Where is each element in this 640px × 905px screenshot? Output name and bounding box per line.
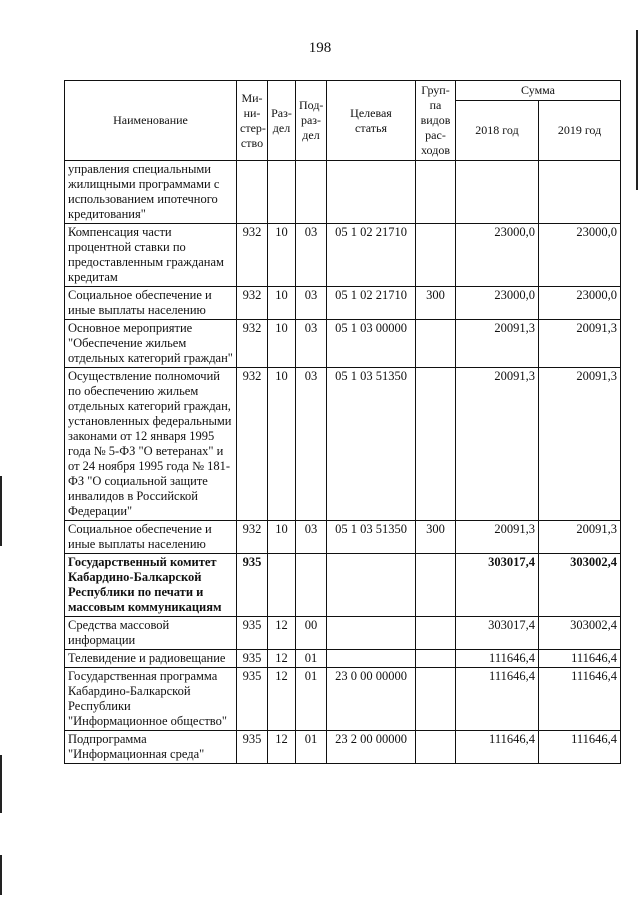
row-target — [327, 161, 416, 224]
row-subsection: 01 — [296, 650, 327, 668]
row-name: Социальное обеспечение и иные выплаты населению — [65, 521, 237, 554]
header-section: Раз- дел — [268, 81, 296, 161]
row-subsection: 03 — [296, 287, 327, 320]
row-ministry — [237, 161, 268, 224]
row-subsection: 03 — [296, 368, 327, 521]
row-ministry: 935 — [237, 617, 268, 650]
row-amount-2018: 23000,0 — [456, 224, 539, 287]
row-group — [416, 320, 456, 368]
row-ministry: 935 — [237, 650, 268, 668]
row-target: 05 1 03 51350 — [327, 368, 416, 521]
table-row — [65, 287, 621, 320]
row-section: 12 — [268, 731, 296, 764]
header-sum: Сумма — [456, 81, 621, 101]
row-target: 23 2 00 00000 — [327, 731, 416, 764]
row-group: 300 — [416, 521, 456, 554]
row-target: 05 1 03 51350 — [327, 521, 416, 554]
row-amount-2019 — [539, 161, 621, 224]
row-group — [416, 617, 456, 650]
row-section — [268, 554, 296, 617]
row-target — [327, 617, 416, 650]
row-subsection: 00 — [296, 617, 327, 650]
table-row — [65, 650, 621, 668]
row-section — [268, 161, 296, 224]
row-amount-2019: 23000,0 — [539, 224, 621, 287]
row-amount-2019: 303002,4 — [539, 617, 621, 650]
row-name: Осуществление полномочий по обеспечению жильем отдельных категорий граждан, установленных федеральными законами от 12 января 1995 года № 5-ФЗ "О ветеранах" и от 24 ноября 1995 года № 181-ФЗ "О социальной защите инвалидов в Российской Федерации" — [65, 368, 237, 521]
header-target: Целевая статья — [327, 81, 416, 161]
header-subsection: Под- раз- дел — [296, 81, 327, 161]
table-row — [65, 368, 621, 521]
row-target: 05 1 02 21710 — [327, 224, 416, 287]
table-row — [65, 617, 621, 650]
scan-edge-mark — [0, 476, 2, 546]
row-target: 05 1 02 21710 — [327, 287, 416, 320]
row-ministry: 935 — [237, 554, 268, 617]
scan-edge-mark — [0, 855, 2, 895]
row-amount-2018: 111646,4 — [456, 731, 539, 764]
row-ministry: 932 — [237, 287, 268, 320]
row-group — [416, 161, 456, 224]
row-section: 10 — [268, 224, 296, 287]
row-ministry: 935 — [237, 731, 268, 764]
row-group — [416, 554, 456, 617]
row-amount-2018: 111646,4 — [456, 650, 539, 668]
table-row — [65, 320, 621, 368]
row-name: Компенсация части процентной ставки по предоставленным гражданам кредитам — [65, 224, 237, 287]
row-name: Подпрограмма "Информационная среда" — [65, 731, 237, 764]
row-name: Телевидение и радиовещание — [65, 650, 237, 668]
row-amount-2019: 20091,3 — [539, 320, 621, 368]
row-group — [416, 224, 456, 287]
row-amount-2018: 20091,3 — [456, 320, 539, 368]
row-name: управления специальными жилищными программами с использованием ипотечного кредитования" — [65, 161, 237, 224]
row-amount-2019: 303002,4 — [539, 554, 621, 617]
row-subsection: 03 — [296, 224, 327, 287]
row-subsection: 03 — [296, 521, 327, 554]
row-target — [327, 554, 416, 617]
row-amount-2019: 111646,4 — [539, 650, 621, 668]
row-group — [416, 368, 456, 521]
row-amount-2019: 23000,0 — [539, 287, 621, 320]
row-ministry: 932 — [237, 320, 268, 368]
row-target: 23 0 00 00000 — [327, 668, 416, 731]
row-group — [416, 668, 456, 731]
table-row — [65, 554, 621, 617]
row-amount-2018: 303017,4 — [456, 617, 539, 650]
row-section: 10 — [268, 287, 296, 320]
row-ministry: 932 — [237, 521, 268, 554]
table-row — [65, 731, 621, 764]
header-year-2019: 2019 год — [539, 101, 621, 161]
row-group — [416, 650, 456, 668]
table-header — [65, 81, 621, 161]
row-section: 12 — [268, 650, 296, 668]
row-amount-2019: 20091,3 — [539, 521, 621, 554]
row-subsection: 01 — [296, 668, 327, 731]
row-name: Государственный комитет Кабардино-Балкарской Республики по печати и массовым коммуникациям — [65, 554, 237, 617]
row-group — [416, 731, 456, 764]
row-subsection: 03 — [296, 320, 327, 368]
row-subsection: 01 — [296, 731, 327, 764]
row-name: Государственная программа Кабардино-Балкарской Республики "Информационное общество" — [65, 668, 237, 731]
row-section: 10 — [268, 320, 296, 368]
header-group: Груп- па видов рас- ходов — [416, 81, 456, 161]
row-name: Социальное обеспечение и иные выплаты населению — [65, 287, 237, 320]
row-target — [327, 650, 416, 668]
table-row — [65, 521, 621, 554]
table-row — [65, 224, 621, 287]
row-ministry: 932 — [237, 368, 268, 521]
row-amount-2018: 303017,4 — [456, 554, 539, 617]
row-subsection — [296, 554, 327, 617]
row-name: Средства массовой информации — [65, 617, 237, 650]
scan-edge-mark — [636, 30, 638, 190]
row-amount-2018: 111646,4 — [456, 668, 539, 731]
row-amount-2018: 20091,3 — [456, 521, 539, 554]
row-amount-2018 — [456, 161, 539, 224]
row-section: 10 — [268, 521, 296, 554]
page-number: 198 — [308, 40, 332, 56]
row-amount-2018: 23000,0 — [456, 287, 539, 320]
row-section: 12 — [268, 617, 296, 650]
header-name: Наименование — [65, 81, 237, 161]
row-subsection — [296, 161, 327, 224]
row-amount-2019: 20091,3 — [539, 368, 621, 521]
row-target: 05 1 03 00000 — [327, 320, 416, 368]
row-section: 10 — [268, 368, 296, 521]
header-year-2018: 2018 год — [456, 101, 539, 161]
table-body — [65, 161, 621, 764]
row-ministry: 935 — [237, 668, 268, 731]
header-ministry: Ми- ни- стер- ство — [237, 81, 268, 161]
row-section: 12 — [268, 668, 296, 731]
budget-table — [64, 80, 621, 764]
row-group: 300 — [416, 287, 456, 320]
row-ministry: 932 — [237, 224, 268, 287]
scan-edge-mark — [0, 755, 2, 813]
row-name: Основное мероприятие "Обеспечение жильем отдельных категорий граждан" — [65, 320, 237, 368]
table-row — [65, 668, 621, 731]
table-row — [65, 161, 621, 224]
row-amount-2019: 111646,4 — [539, 731, 621, 764]
row-amount-2019: 111646,4 — [539, 668, 621, 731]
row-amount-2018: 20091,3 — [456, 368, 539, 521]
